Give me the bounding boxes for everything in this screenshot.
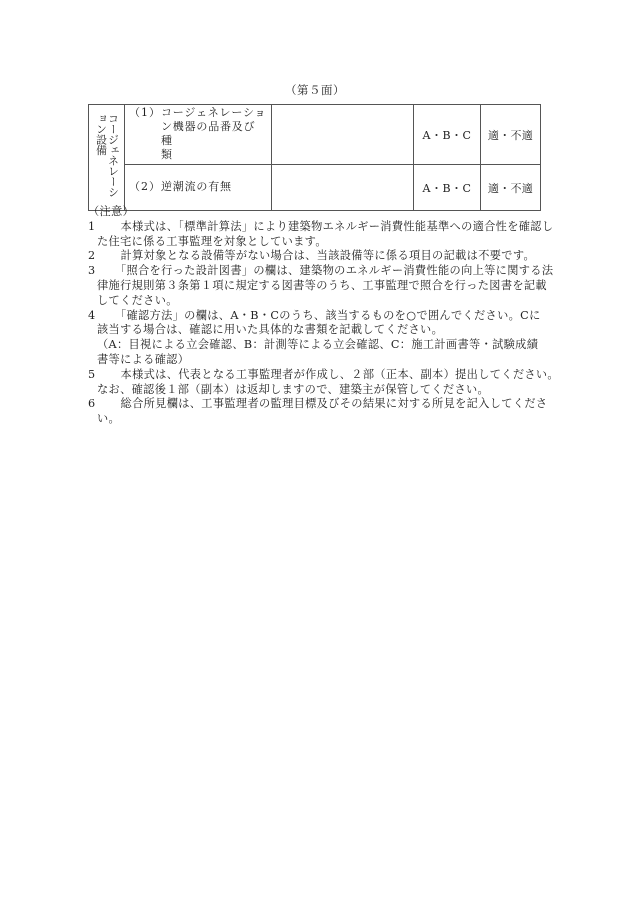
note-item-4: [88, 309, 548, 368]
note-text: 本様式は、代表となる工事監理者が作成し、２部（正本、副本）提出してください。: [120, 367, 559, 381]
page-label: （第５面）: [285, 83, 345, 97]
item-label-line: 類: [161, 148, 173, 161]
note-text: 書等による確認）: [97, 352, 190, 366]
note-text: 律施行規則第３条第１項に規定する図書等のうち、工事監理で照合を行った図書を記載: [97, 278, 547, 292]
note-text: 該当する場合は、確認に用いた具体的な書類を記載してください。: [97, 323, 444, 337]
item-cell: [125, 105, 272, 165]
notes-section: [88, 205, 559, 427]
note-item-2: [88, 249, 548, 264]
item-label-line: ン機器の品番及び種: [161, 120, 256, 147]
note-text: 「照合を行った設計図書」の欄は、建築物のエネルギー消費性能の向上等に関する法: [120, 264, 554, 278]
item-number: （1）: [129, 106, 161, 119]
item-label-line: コージェネレーショ: [161, 106, 267, 119]
item-number: （2）: [129, 180, 161, 193]
note-item-1: [88, 219, 554, 250]
note-item-3: [88, 264, 554, 308]
item-label: 逆潮流の有無: [161, 180, 232, 193]
checked-documents-field[interactable]: [272, 165, 414, 211]
note-number: 2: [88, 249, 96, 263]
note-number: 5: [88, 367, 96, 381]
note-text: （A：目視による立会確認、B：計測等による立会確認、C：施工計画書等・試験成績: [97, 338, 539, 352]
note-text: してください。: [97, 293, 178, 307]
item-cell: [125, 165, 272, 211]
note-number: 1: [88, 219, 96, 233]
confirmation-method-options[interactable]: A・B・C: [414, 165, 481, 211]
note-text: なお、確認後１部（副本）は返却しますので、建築主が保管してください。: [97, 382, 490, 396]
table-row: [89, 165, 541, 211]
checked-documents-field[interactable]: [272, 105, 414, 165]
note-text: 「確認方法」の欄は、A・B・Cのうち、該当するものを○で囲んでください。Cに: [120, 308, 541, 322]
category-label: コージェネレーション設備: [94, 113, 120, 197]
notes-title: （注意）: [88, 205, 135, 218]
item-label: [161, 106, 267, 162]
judgement-options[interactable]: 適・不適: [481, 105, 541, 165]
judgement-options[interactable]: 適・不適: [481, 165, 541, 211]
table-row: [89, 105, 541, 165]
note-number: 6: [88, 397, 96, 411]
category-cell: [89, 105, 125, 211]
note-item-5: [88, 367, 559, 398]
note-text: た住宅に係る工事監理を対象としています。: [97, 234, 327, 248]
confirmation-method-options[interactable]: A・B・C: [414, 105, 481, 165]
note-number: 4: [88, 308, 96, 322]
note-text: 総合所見欄は、工事監理者の監理目標及びその結果に対する所見を記入してくださ: [120, 397, 548, 411]
note-text: 本様式は、「標準計算法」により建築物エネルギー消費性能基準への適合性を確認し: [120, 219, 554, 233]
note-text: 計算対象となる設備等がない場合は、当該設備等に係る項目の記載は不要です。: [120, 249, 536, 263]
note-number: 3: [88, 264, 96, 278]
note-item-6: [88, 397, 548, 427]
cogeneration-check-table: [88, 104, 541, 211]
note-text: い。: [97, 412, 121, 426]
